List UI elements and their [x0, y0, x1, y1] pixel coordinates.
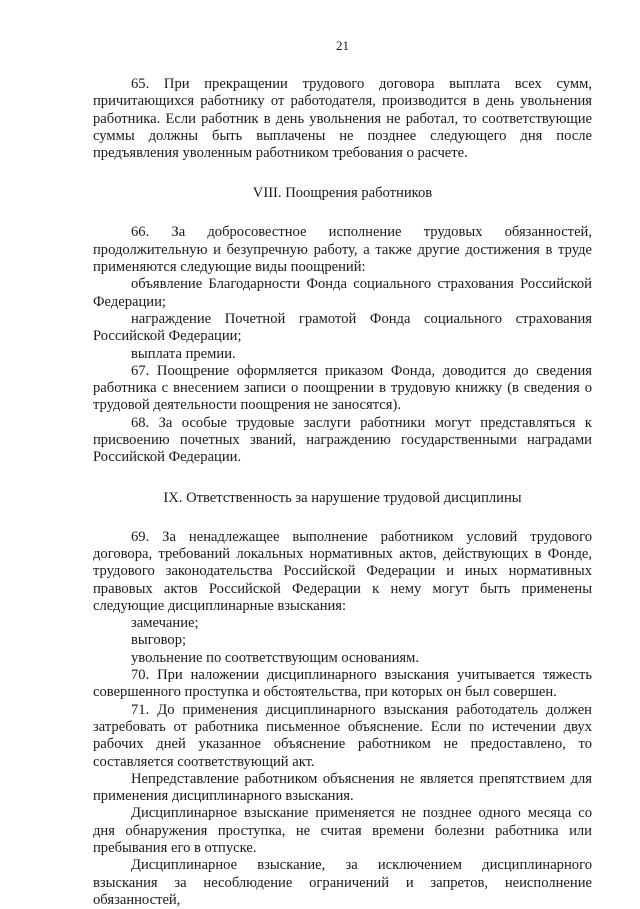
- penalty-item-dismissal: увольнение по соответствующим основаниям.: [131, 649, 420, 666]
- section-9-heading: IX. Ответственность за нарушение трудовой дисциплины: [163, 489, 522, 506]
- reward-item-bonus: выплата премии.: [131, 345, 236, 362]
- paragraph-65: 65. При прекращении трудового договора выплата всех сумм, причитающихся работнику от работодателя, производится в день увольнения работника. Если работник в день увольнения не работал, то соответствующие суммы должны быть выплачены не позднее следующего дня после предъявления уволенным работником требования о расчете.: [93, 76, 592, 162]
- paragraph-71-non-submission: Непредставление работником объяснения не является препятствием для применения дисциплинарного взыскания.: [93, 770, 592, 805]
- penalty-item-reprimand: выговор;: [131, 632, 187, 649]
- reward-item-certificate: награждение Почетной грамотой Фонда социального страхования Российской Федерации;: [93, 310, 592, 345]
- page-number: 21: [336, 38, 349, 53]
- paragraph-70: 70. При наложении дисциплинарного взыскания учитывается тяжесть совершенного проступка и обстоятельства, при которых он был совершен.: [93, 667, 592, 701]
- paragraph-68: 68. За особые трудовые заслуги работники могут представляться к присвоению почетных званий, награждению государственными наградами Российской Федерации.: [93, 414, 592, 466]
- reward-item-gratitude: объявление Благодарности Фонда социального страхования Российской Федерации;: [93, 276, 592, 310]
- paragraph-71-deadline: Дисциплинарное взыскание применяется не позднее одного месяца со дня обнаружения проступка, не считая времени болезни работника или пребывания его в отпуске.: [93, 805, 592, 856]
- paragraph-66: 66. За добросовестное исполнение трудовых обязанностей, продолжительную и безупречную работу, а также другие достижения в труде применяются следующие виды поощрений:: [93, 224, 592, 276]
- paragraph-71-exceptions: Дисциплинарное взыскание, за исключением дисциплинарного взыскания за несоблюдение ограничений и запретов, неисполнение обязанностей,: [93, 857, 592, 908]
- paragraph-71: 71. До применения дисциплинарного взыскания работодатель должен затребовать от работника письменное объяснение. Если по истечении двух рабочих дней указанное объяснение работником не предоставлено, то составляется соответствующий акт.: [93, 701, 592, 770]
- paragraph-69: 69. За ненадлежащее выполнение работником условий трудового договора, требований локальных нормативных актов, действующих в Фонде, трудового законодательства Российской Федерации и иных нормативных правовых актов Российской Федерации к нему могут быть применены следующие дисциплинарные взыскания:: [93, 528, 592, 614]
- section-8-heading: VIII. Поощрения работников: [252, 185, 433, 202]
- paragraph-67: 67. Поощрение оформляется приказом Фонда, доводится до сведения работника с внесением записи о поощрении в трудовую книжку (в сведения о трудовой деятельности поощрения не заносятся).: [93, 362, 592, 414]
- penalty-item-remark: замечание;: [131, 615, 199, 632]
